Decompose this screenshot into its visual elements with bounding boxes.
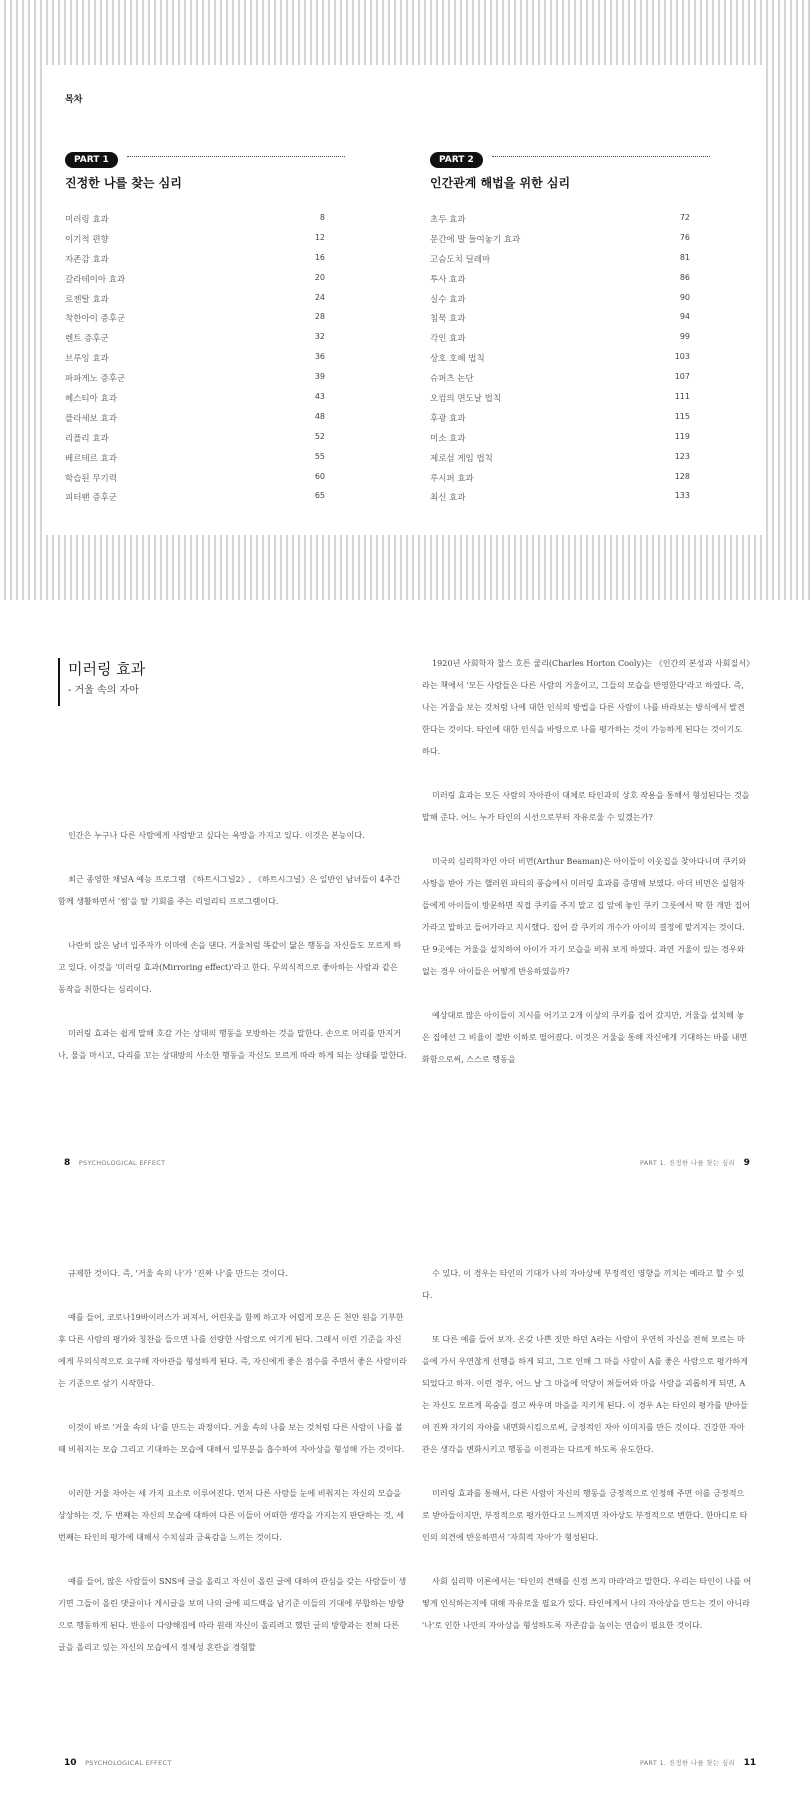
toc-entry-page: 55 [314,451,325,461]
toc-entry [430,233,690,253]
toc-entry [430,332,690,352]
paragraph: 최근 종영한 채널A 예능 프로그램 《하트시그널2》, 《하트시그널》은 일반인 남녀들이 4주간 함께 생활하면서 '썸'을 탈 기회를 주는 리얼리티 프로그램이다. [58,874,401,906]
toc-entry-title: 고슴도치 딜레마 [430,254,491,265]
toc-entry-title: 렌트 증후군 [65,334,109,345]
toc-entry-title: 학습된 무기력 [65,473,117,484]
toc-panel [45,65,765,535]
paragraph: 예를 들어, 코로나19바이러스가 퍼져서, 어린옷을 함께 하고자 어렵게 모은 돈 천만 원을 기부한 후 다른 사람의 평가와 칭찬을 들으면 나를 선량한 사람으로 여기게 된다. 그래서 이런 기준을 자신에게 무의식적으로 요구해 자아관을 형성하게 된다. 즉, 자신에게 좋은 점수를 주면서 좋은 사람이라는 기준으로 삼기 시작한다. [58,1312,407,1388]
page-number: 9 [743,1158,750,1168]
toc-entry-title: 미소 효과 [430,433,466,444]
toc-entry [65,452,325,472]
paragraph: 미러링 효과는 모든 사람의 자아관이 대체로 타인과의 상호 작용을 통해서 형성된다는 것을 말해 준다. 어느 누가 타인의 시선으로부터 자유로울 수 있겠는가? [422,790,750,822]
toc-entry-page: 94 [679,312,690,322]
toc-entry-page: 81 [679,252,690,262]
toc-entry [65,233,325,253]
page-9-body [422,652,752,1092]
toc-entry [65,293,325,313]
toc-entry-title: 오컴의 면도날 법칙 [430,394,502,405]
toc-entry-page: 72 [679,213,690,222]
toc-entry-page: 133 [674,491,690,501]
page-number: 11 [743,1758,757,1768]
page-11-body [422,1262,752,1658]
paragraph: 예상대로 많은 아이들이 지시를 어기고 2개 이상의 쿠키를 집어 갔지만, 거울을 설치해 놓은 집에선 그 비율이 절반 이하로 떨어졌다. 이것은 거울을 통해 자신에게 기대하는 바를 내면화함으로써, 스스로 행동을 [422,1010,748,1064]
toc-entry-page: 52 [314,431,325,441]
toc-entry-page: 107 [674,372,690,382]
toc-entry-page: 39 [314,372,325,382]
toc-entry [430,432,690,452]
toc-entry [430,412,690,432]
toc-entry-page: 32 [314,332,325,342]
toc-entry [65,392,325,412]
toc-entry-page: 99 [679,332,690,342]
toc-entry-title: 제로섬 게임 법칙 [430,453,493,464]
toc-entry-title: 착한아이 증후군 [65,314,126,325]
toc-part-2 [430,147,690,511]
toc-entry-page: 8 [319,213,325,222]
toc-entry-title: 루시퍼 효과 [430,473,474,484]
toc-entry-page: 123 [674,451,690,461]
page-10-body [58,1262,408,1680]
toc-entry [65,491,325,511]
paragraph: 규제한 것이다. 즉, '거울 속의 나'가 '진짜 나'를 만드는 것이다. [68,1268,288,1278]
toc-entry [430,392,690,412]
toc-entry-page: 24 [314,292,325,302]
paragraph: 미러링 효과는 쉽게 말해 호감 가는 상대의 행동을 모방하는 것을 말한다. 손으로 머리를 만지거나, 물을 마시고, 다리를 꼬는 상대방의 사소한 행동을 자신도 모르게 따라 하게 되는 상태를 말한다. [58,1028,407,1060]
toc-entry-title: 실수 효과 [430,294,466,305]
toc-entry-page: 36 [314,352,325,362]
toc-entry [430,312,690,332]
toc-entry [430,352,690,372]
toc-entry-title: 후광 효과 [430,413,466,424]
page-9-footer [640,1158,756,1168]
toc-entry [65,312,325,332]
chapter-title: 미러링 효과 [68,660,146,678]
toc-entry-title: 베르테르 효과 [65,453,117,464]
page-11-footer [640,1758,762,1768]
toc-list-part-2 [430,213,690,511]
toc-entry-title: 상호 호혜 법칙 [430,354,485,365]
toc-entry [65,352,325,372]
paragraph: 인간은 누구나 다른 사람에게 사랑받고 싶다는 욕망을 가지고 있다. 이것은 본능이다. [68,830,365,840]
toc-entry-title: 각인 효과 [430,334,466,345]
page-8-footer [58,1158,165,1168]
toc-entry-title: 갈라테이아 효과 [65,274,126,285]
toc-entry-title: 초두 효과 [430,215,466,225]
toc-entry-page: 119 [674,431,690,441]
toc-entry-page: 48 [314,411,325,421]
toc-entry [430,491,690,511]
toc-entry-title: 피터팬 증후군 [65,493,117,504]
running-head: PART 1. 진정한 나를 찾는 심리 [640,1159,736,1167]
toc-entry [430,472,690,492]
paragraph: 사회 심리학 이론에서는 '타인의 견해를 신경 쓰지 마라'라고 말한다. 우리는 타인이 나를 어떻게 인식하는지에 대해 자유로울 필요가 있다. 타인에게서 나의 자아상을 만드는 것이 아니라 '나'로 인한 나만의 자아상을 형성하도록 자존감을 높이는 연습이 필요한 것이다. [422,1576,752,1630]
page-10-footer [58,1758,172,1768]
toc-entry-page: 86 [679,272,690,282]
page-8-body [58,824,408,1088]
toc-entry-title: 슈퍼츠 논단 [430,374,474,385]
toc-entry [430,372,690,392]
paragraph: 예를 들어, 많은 사람들이 SNS에 글을 올리고 자신이 올린 글에 대하여 관심을 갖는 사람들이 생기면 그들이 올린 댓글이나 게시글을 보며 나의 글에 피드백을 남기준 이들의 기대에 부합하는 방향으로 행동하게 된다. 반응이 다양해짐에 따라 원래 자신이 올리려고 했던 글의 방향과는 전혀 다른 글을 올리고 있는 자신의 모습에서 정체성 혼란을 경험할 [58,1576,407,1652]
toc-entry-page: 28 [314,312,325,322]
page-number: 10 [64,1758,77,1768]
paragraph: 이것이 바로 '거울 속의 나'를 만드는 과정이다. 거울 속의 나를 보는 것처럼 다른 사람이 나를 볼 때 비춰지는 모습 그리고 기대하는 모습에 대해서 일부분을 흡수하여 자아상을 형성해 가는 것이다. [58,1422,405,1454]
toc-entry [430,452,690,472]
toc-entry [65,253,325,273]
running-head: PSYCHOLOGICAL EFFECT [78,1159,166,1167]
toc-entry [430,253,690,273]
toc-entry-page: 43 [314,392,325,402]
toc-list-part-1 [65,213,325,511]
toc-entry [430,213,690,233]
toc-entry-page: 76 [679,232,690,242]
toc-part-1 [65,147,325,511]
paragraph: 미러링 효과를 통해서, 다른 사람이 자신의 행동을 긍정적으로 인정해 주면 이를 긍정적으로 받아들이지만, 부정적으로 평가한다고 느껴지면 자아상도 부정적으로 변한다. 한마디로 타인의 의견에 반응하면서 '자희적 자아'가 형성된다. [422,1488,748,1542]
dotted-divider [492,156,710,157]
chapter-heading [58,658,145,706]
paragraph: 1920년 사회학자 찰스 호튼 쿨리(Charles Horton Cooly)는 《인간의 본성과 사회질서》라는 책에서 '모든 사람들은 다른 사람의 거울이고, 그들의 모습을 반영한다'라고 하였다. 즉, 나는 거울을 보는 것처럼 나에 대한 인식의 방법을 다른 사람이 나를 바라보는 방식에서 발견한다는 것이다. 타인에 대한 인식을 바탕으로 나를 평가하는 것이 가능하게 된다는 것이기도 하다. [422,658,751,756]
part-2-title: 인간관계 해법을 위한 심리 [430,176,571,190]
toc-entry-page: 90 [679,292,690,302]
toc-entry-title: 문간에 발 들여놓기 효과 [430,234,521,245]
toc-entry-title: 최신 효과 [430,493,466,504]
toc-entry [65,273,325,293]
paragraph: 수 있다. 이 경우는 타인의 기대가 나의 자아상에 부정적인 영향을 끼치는 예라고 할 수 있다. [422,1268,745,1300]
toc-entry-title: 이기적 편향 [65,234,109,245]
paragraph: 나란히 앉은 남녀 입주자가 이마에 손을 댄다. 거울처럼 똑같이 닮은 행동을 자신들도 모르게 하고 있다. 이것을 '미러링 효과(Mirroring effect)'라고 한다. 무의식적으로 좋아하는 사람과 같은 동작을 취한다는 심리이다. [58,940,402,994]
running-head: PART 1. 진정한 나를 찾는 심리 [640,1759,736,1767]
dotted-divider [127,156,345,157]
running-head: PSYCHOLOGICAL EFFECT [85,1759,172,1767]
paragraph: 미국의 심리학자인 아더 비먼(Arthur Beaman)은 아이들이 이웃집을 찾아다니며 쿠키와 사탕을 받아 가는 핼러윈 파티의 풍습에서 미러링 효과를 증명해 보였다. 아더 비먼은 실험자들에게 아이들이 방문하면 직접 쿠키를 주지 말고 집 앞에 놓인 쿠키 그릇에서 딱 한 개만 집어 가라고 말하고 들어가라고 지시했다. 집어 갈 쿠키의 개수가 아이의 결정에 맡겨지는 것이다. 단 9곳에는 거울을 설치하여 아이가 자기 모습을 비춰 보게 하였다. 과연 거울이 있는 경우와 없는 경우 아이들은 어떻게 반응하였을까? [422,856,750,976]
toc-entry-title: 플라세보 효과 [65,413,117,424]
part-1-badge: PART 1 [65,152,118,168]
toc-entry [65,372,325,392]
toc-entry-title: 리플리 효과 [65,433,109,444]
toc-entry [430,273,690,293]
toc-entry [65,472,325,492]
toc-entry-page: 12 [314,232,325,242]
toc-entry-title: 로젠탈 효과 [65,294,109,305]
paragraph: 이러한 거울 자아는 세 가지 요소로 이루어진다. 먼저 다른 사람들 눈에 비춰지는 자신의 모습을 상상하는 것, 두 번째는 자신의 모습에 대하여 다른 이들이 어떠한 생각을 가지는지 판단하는 것, 세 번째는 타인의 평가에 대해서 수치심과 긍육감을 느끼는 것이다. [58,1488,405,1542]
toc-entry-page: 16 [314,252,325,262]
toc-entry-page: 65 [314,491,325,501]
toc-entry-page: 115 [674,411,690,421]
toc-entry-title: 침묵 효과 [430,314,466,325]
toc-entry-title: 브루잉 효과 [65,354,109,365]
chapter-subtitle: - 거울 속의 자아 [68,685,139,696]
toc-entry [65,412,325,432]
toc-entry-page: 20 [314,272,325,282]
toc-entry-page: 60 [314,471,325,481]
toc-entry-title: 파파게노 증후군 [65,374,126,385]
toc-heading: 목차 [65,95,83,105]
toc-entry-title: 헤스티아 효과 [65,394,117,405]
part-1-title: 진정한 나를 찾는 심리 [65,176,182,190]
toc-entry [430,293,690,313]
toc-entry-title: 자존감 효과 [65,254,109,265]
toc-entry-title: 미러링 효과 [65,215,109,225]
toc-entry [65,432,325,452]
toc-entry [65,213,325,233]
toc-entry-page: 111 [674,392,690,402]
paragraph: 또 다른 예를 들어 보자. 온갖 나쁜 짓만 하던 A라는 사람이 우연히 자신을 전혀 모르는 마을에 가서 우연찮게 선행을 하게 되고, 그로 인해 그 마을 사람이 A를 좋은 사람으로 평가하게 되었다고 하자. 이런 경우, 어느 날 그 마을에 악당이 쳐들어와 마을 사람을 괴롭히게 되면, A는 자신도 모르게 목숨을 걸고 싸우며 마을을 지키게 된다. 이 경우 A는 타인의 평가를 받아들여 진짜 자기의 자아를 내면화시킴으로써, 긍정적인 자아 이미지를 만든 것이다. 건강한 자아관은 생각을 변화시키고 행동을 이전과는 다르게 하도록 유도한다. [422,1334,748,1454]
toc-entry-page: 128 [674,471,690,481]
part-2-badge: PART 2 [430,152,483,168]
toc-entry-title: 투사 효과 [430,274,466,285]
toc-entry-page: 103 [674,352,690,362]
page-number: 8 [64,1158,71,1168]
toc-entry [65,332,325,352]
